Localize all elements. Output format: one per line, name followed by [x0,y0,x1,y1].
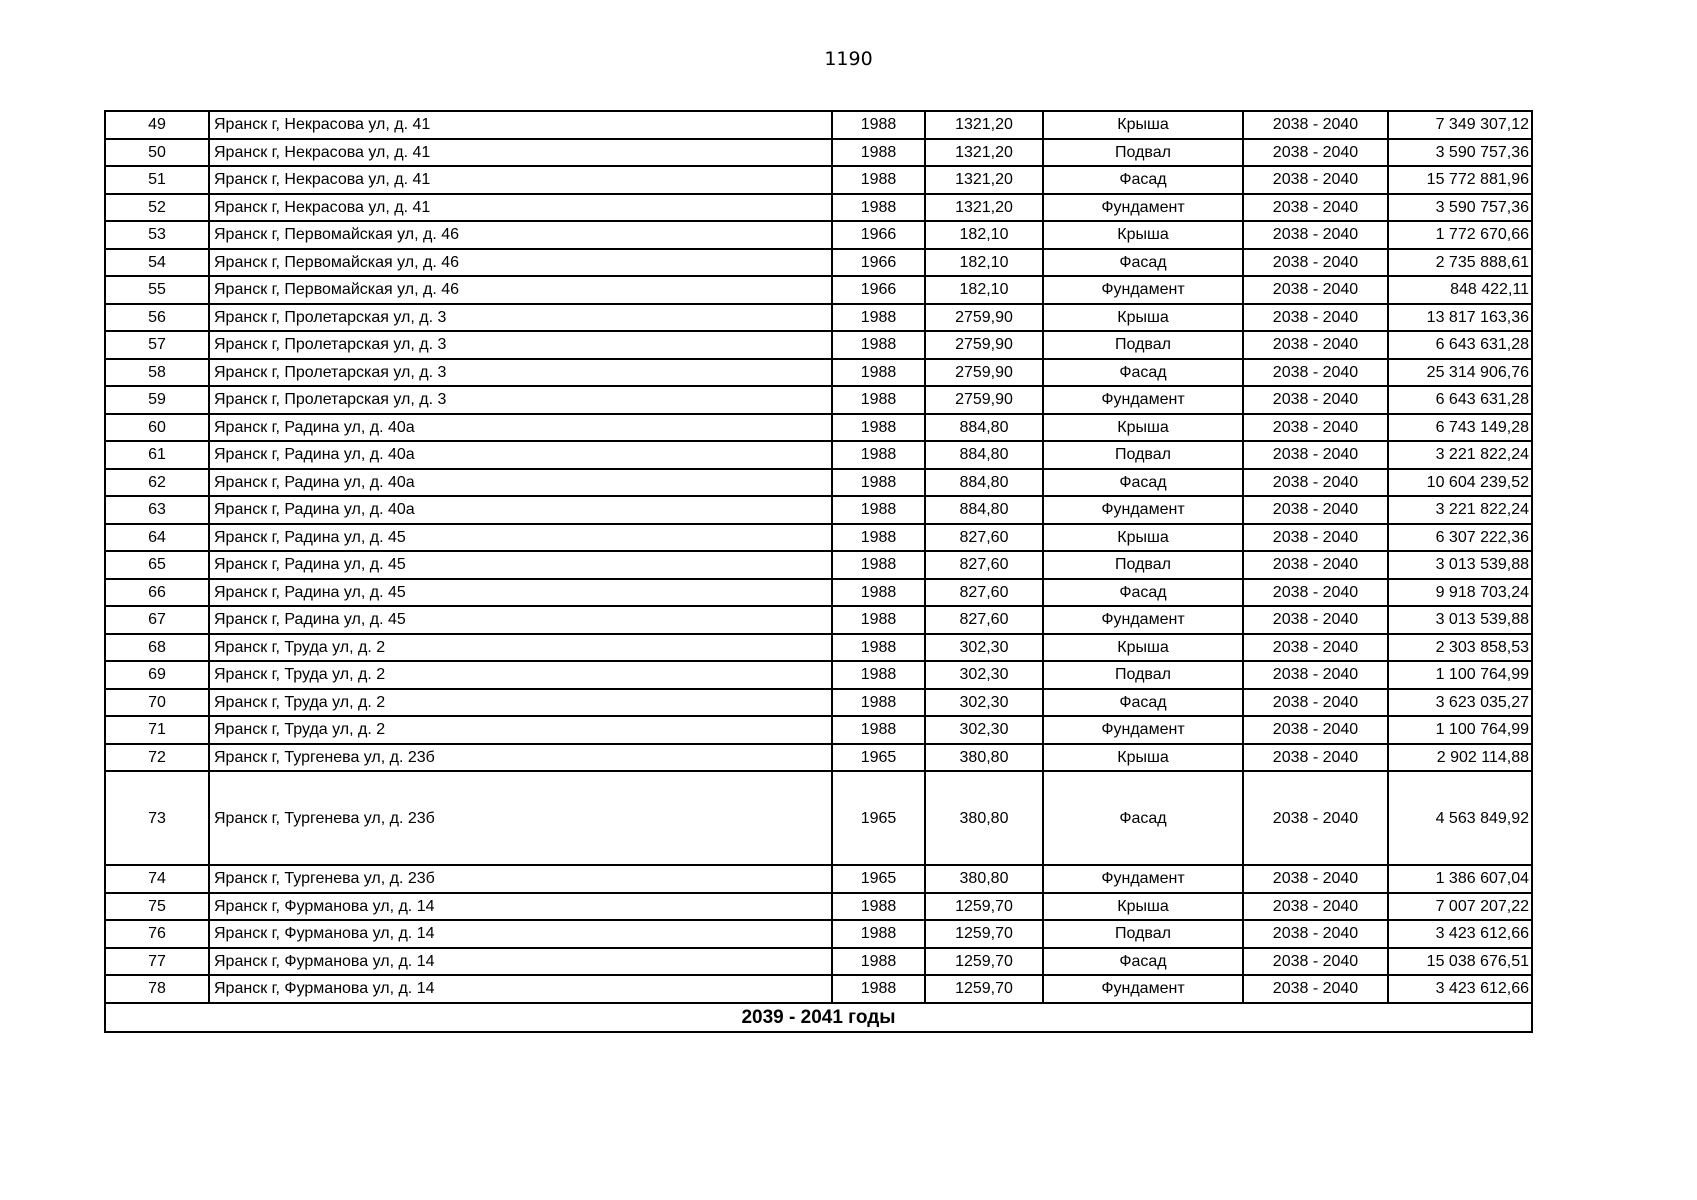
table-row [105,441,1532,469]
period-cell: 2038 - 2040 [1243,865,1388,893]
address-cell: Яранск г, Некрасова ул, д. 41 [209,111,832,139]
address-cell: Яранск г, Радина ул, д. 45 [209,606,832,634]
row-number-cell: 59 [105,386,209,414]
work-type-cell: Фасад [1043,359,1243,387]
row-number-cell: 49 [105,111,209,139]
work-type-cell: Подвал [1043,331,1243,359]
build-year-cell: 1988 [832,920,925,948]
period-cell: 2038 - 2040 [1243,893,1388,921]
work-type-cell: Фасад [1043,948,1243,976]
area-cell: 884,80 [925,414,1043,442]
work-type-cell: Крыша [1043,221,1243,249]
row-number-cell: 56 [105,304,209,332]
period-cell: 2038 - 2040 [1243,661,1388,689]
cost-cell: 15 772 881,96 [1388,166,1532,194]
row-number-cell: 74 [105,865,209,893]
area-cell: 884,80 [925,469,1043,497]
table-row [105,579,1532,607]
table-row [105,166,1532,194]
period-cell: 2038 - 2040 [1243,441,1388,469]
table-row [105,771,1532,865]
row-number-cell: 72 [105,744,209,772]
build-year-cell: 1988 [832,661,925,689]
work-type-cell: Крыша [1043,304,1243,332]
work-type-cell: Крыша [1043,893,1243,921]
period-cell: 2038 - 2040 [1243,551,1388,579]
row-number-cell: 66 [105,579,209,607]
area-cell: 1259,70 [925,920,1043,948]
area-cell: 380,80 [925,744,1043,772]
period-cell: 2038 - 2040 [1243,359,1388,387]
table-row [105,744,1532,772]
build-year-cell: 1988 [832,304,925,332]
work-type-cell: Фундамент [1043,865,1243,893]
area-cell: 302,30 [925,661,1043,689]
cost-cell: 1 386 607,04 [1388,865,1532,893]
period-cell: 2038 - 2040 [1243,111,1388,139]
build-year-cell: 1988 [832,331,925,359]
address-cell: Яранск г, Труда ул, д. 2 [209,716,832,744]
area-cell: 302,30 [925,634,1043,662]
cost-cell: 2 902 114,88 [1388,744,1532,772]
build-year-cell: 1988 [832,634,925,662]
row-number-cell: 64 [105,524,209,552]
table-row [105,716,1532,744]
table-row [105,893,1532,921]
build-year-cell: 1988 [832,893,925,921]
area-cell: 1259,70 [925,948,1043,976]
build-year-cell: 1988 [832,111,925,139]
build-year-cell: 1988 [832,606,925,634]
cost-cell: 7 349 307,12 [1388,111,1532,139]
area-cell: 1259,70 [925,893,1043,921]
row-number-cell: 58 [105,359,209,387]
cost-cell: 3 623 035,27 [1388,689,1532,717]
cost-cell: 2 735 888,61 [1388,249,1532,277]
cost-cell: 13 817 163,36 [1388,304,1532,332]
row-number-cell: 55 [105,276,209,304]
build-year-cell: 1988 [832,386,925,414]
row-number-cell: 78 [105,975,209,1003]
address-cell: Яранск г, Фурманова ул, д. 14 [209,975,832,1003]
cost-cell: 848 422,11 [1388,276,1532,304]
build-year-cell: 1988 [832,166,925,194]
row-number-cell: 68 [105,634,209,662]
address-cell: Яранск г, Пролетарская ул, д. 3 [209,359,832,387]
area-cell: 827,60 [925,551,1043,579]
address-cell: Яранск г, Радина ул, д. 45 [209,524,832,552]
period-cell: 2038 - 2040 [1243,948,1388,976]
row-number-cell: 51 [105,166,209,194]
row-number-cell: 63 [105,496,209,524]
cost-cell: 3 221 822,24 [1388,496,1532,524]
area-cell: 1321,20 [925,166,1043,194]
address-cell: Яранск г, Радина ул, д. 40а [209,496,832,524]
work-type-cell: Фундамент [1043,496,1243,524]
area-cell: 380,80 [925,771,1043,865]
period-cell: 2038 - 2040 [1243,414,1388,442]
build-year-cell: 1988 [832,496,925,524]
cost-cell: 3 423 612,66 [1388,975,1532,1003]
build-year-cell: 1988 [832,524,925,552]
row-number-cell: 65 [105,551,209,579]
period-cell: 2038 - 2040 [1243,744,1388,772]
row-number-cell: 75 [105,893,209,921]
build-year-cell: 1988 [832,359,925,387]
table-row [105,139,1532,167]
period-cell: 2038 - 2040 [1243,606,1388,634]
work-type-cell: Крыша [1043,414,1243,442]
table-row [105,469,1532,497]
period-cell: 2038 - 2040 [1243,579,1388,607]
work-type-cell: Фундамент [1043,194,1243,222]
build-year-cell: 1988 [832,194,925,222]
table-row [105,948,1532,976]
cost-cell: 1 772 670,66 [1388,221,1532,249]
table-row [105,386,1532,414]
build-year-cell: 1988 [832,975,925,1003]
period-cell: 2038 - 2040 [1243,249,1388,277]
build-year-cell: 1966 [832,276,925,304]
period-cell: 2038 - 2040 [1243,469,1388,497]
table-row [105,221,1532,249]
row-number-cell: 69 [105,661,209,689]
cost-cell: 3 590 757,36 [1388,194,1532,222]
period-cell: 2038 - 2040 [1243,975,1388,1003]
work-type-cell: Фасад [1043,689,1243,717]
address-cell: Яранск г, Некрасова ул, д. 41 [209,166,832,194]
row-number-cell: 73 [105,771,209,865]
area-cell: 2759,90 [925,304,1043,332]
area-cell: 2759,90 [925,359,1043,387]
address-cell: Яранск г, Радина ул, д. 40а [209,414,832,442]
area-cell: 302,30 [925,689,1043,717]
work-type-cell: Подвал [1043,441,1243,469]
work-type-cell: Крыша [1043,524,1243,552]
period-cell: 2038 - 2040 [1243,496,1388,524]
section-row [105,1003,1532,1032]
cost-cell: 10 604 239,52 [1388,469,1532,497]
cost-cell: 6 307 222,36 [1388,524,1532,552]
cost-cell: 3 423 612,66 [1388,920,1532,948]
build-year-cell: 1966 [832,249,925,277]
period-cell: 2038 - 2040 [1243,304,1388,332]
table-row [105,496,1532,524]
period-cell: 2038 - 2040 [1243,716,1388,744]
table-row [105,661,1532,689]
area-cell: 827,60 [925,524,1043,552]
area-cell: 884,80 [925,496,1043,524]
work-type-cell: Фундамент [1043,606,1243,634]
row-number-cell: 57 [105,331,209,359]
period-cell: 2038 - 2040 [1243,194,1388,222]
work-type-cell: Фасад [1043,469,1243,497]
period-cell: 2038 - 2040 [1243,139,1388,167]
build-year-cell: 1988 [832,689,925,717]
cost-cell: 3 590 757,36 [1388,139,1532,167]
build-year-cell: 1988 [832,469,925,497]
table-row [105,249,1532,277]
area-cell: 182,10 [925,249,1043,277]
table-row [105,865,1532,893]
work-type-cell: Фундамент [1043,276,1243,304]
repair-schedule-table [104,110,1533,1033]
row-number-cell: 52 [105,194,209,222]
period-cell: 2038 - 2040 [1243,634,1388,662]
row-number-cell: 77 [105,948,209,976]
work-type-cell: Фасад [1043,166,1243,194]
work-type-cell: Подвал [1043,661,1243,689]
period-cell: 2038 - 2040 [1243,524,1388,552]
work-type-cell: Подвал [1043,139,1243,167]
build-year-cell: 1965 [832,771,925,865]
work-type-cell: Крыша [1043,111,1243,139]
address-cell: Яранск г, Пролетарская ул, д. 3 [209,331,832,359]
address-cell: Яранск г, Фурманова ул, д. 14 [209,948,832,976]
cost-cell: 1 100 764,99 [1388,716,1532,744]
address-cell: Яранск г, Труда ул, д. 2 [209,661,832,689]
work-type-cell: Фасад [1043,249,1243,277]
table-row [105,606,1532,634]
period-cell: 2038 - 2040 [1243,331,1388,359]
address-cell: Яранск г, Фурманова ул, д. 14 [209,893,832,921]
table-row [105,920,1532,948]
build-year-cell: 1965 [832,744,925,772]
cost-cell: 6 643 631,28 [1388,331,1532,359]
area-cell: 827,60 [925,606,1043,634]
table-row [105,414,1532,442]
area-cell: 827,60 [925,579,1043,607]
work-type-cell: Крыша [1043,744,1243,772]
cost-cell: 6 743 149,28 [1388,414,1532,442]
row-number-cell: 54 [105,249,209,277]
area-cell: 380,80 [925,865,1043,893]
cost-cell: 15 038 676,51 [1388,948,1532,976]
period-cell: 2038 - 2040 [1243,166,1388,194]
period-cell: 2038 - 2040 [1243,920,1388,948]
row-number-cell: 70 [105,689,209,717]
area-cell: 1321,20 [925,111,1043,139]
cost-cell: 7 007 207,22 [1388,893,1532,921]
work-type-cell: Фундамент [1043,386,1243,414]
table-row [105,331,1532,359]
build-year-cell: 1988 [832,716,925,744]
table-row [105,524,1532,552]
build-year-cell: 1988 [832,414,925,442]
cost-cell: 3 013 539,88 [1388,606,1532,634]
cost-cell: 25 314 906,76 [1388,359,1532,387]
table-row [105,194,1532,222]
table-row [105,689,1532,717]
row-number-cell: 53 [105,221,209,249]
work-type-cell: Фасад [1043,579,1243,607]
address-cell: Яранск г, Некрасова ул, д. 41 [209,139,832,167]
cost-cell: 3 221 822,24 [1388,441,1532,469]
row-number-cell: 60 [105,414,209,442]
build-year-cell: 1988 [832,139,925,167]
cost-cell: 4 563 849,92 [1388,771,1532,865]
build-year-cell: 1988 [832,551,925,579]
address-cell: Яранск г, Первомайская ул, д. 46 [209,249,832,277]
table-row [105,304,1532,332]
cost-cell: 1 100 764,99 [1388,661,1532,689]
address-cell: Яранск г, Радина ул, д. 40а [209,441,832,469]
period-cell: 2038 - 2040 [1243,386,1388,414]
period-cell: 2038 - 2040 [1243,771,1388,865]
page-number: 1190 [824,48,873,70]
address-cell: Яранск г, Пролетарская ул, д. 3 [209,386,832,414]
row-number-cell: 67 [105,606,209,634]
address-cell: Яранск г, Пролетарская ул, д. 3 [209,304,832,332]
address-cell: Яранск г, Первомайская ул, д. 46 [209,221,832,249]
period-cell: 2038 - 2040 [1243,689,1388,717]
row-number-cell: 50 [105,139,209,167]
address-cell: Яранск г, Тургенева ул, д. 23б [209,771,832,865]
area-cell: 1321,20 [925,139,1043,167]
build-year-cell: 1988 [832,441,925,469]
address-cell: Яранск г, Тургенева ул, д. 23б [209,865,832,893]
row-number-cell: 62 [105,469,209,497]
work-type-cell: Фундамент [1043,975,1243,1003]
build-year-cell: 1965 [832,865,925,893]
work-type-cell: Фасад [1043,771,1243,865]
build-year-cell: 1988 [832,948,925,976]
address-cell: Яранск г, Радина ул, д. 40а [209,469,832,497]
row-number-cell: 71 [105,716,209,744]
address-cell: Яранск г, Первомайская ул, д. 46 [209,276,832,304]
work-type-cell: Подвал [1043,920,1243,948]
address-cell: Яранск г, Тургенева ул, д. 23б [209,744,832,772]
build-year-cell: 1966 [832,221,925,249]
cost-cell: 6 643 631,28 [1388,386,1532,414]
address-cell: Яранск г, Труда ул, д. 2 [209,634,832,662]
area-cell: 302,30 [925,716,1043,744]
work-type-cell: Крыша [1043,634,1243,662]
address-cell: Яранск г, Некрасова ул, д. 41 [209,194,832,222]
address-cell: Яранск г, Радина ул, д. 45 [209,551,832,579]
row-number-cell: 76 [105,920,209,948]
area-cell: 182,10 [925,221,1043,249]
table-row [105,276,1532,304]
work-type-cell: Фундамент [1043,716,1243,744]
cost-cell: 3 013 539,88 [1388,551,1532,579]
work-type-cell: Подвал [1043,551,1243,579]
address-cell: Яранск г, Фурманова ул, д. 14 [209,920,832,948]
area-cell: 182,10 [925,276,1043,304]
area-cell: 2759,90 [925,386,1043,414]
address-cell: Яранск г, Радина ул, д. 45 [209,579,832,607]
period-cell: 2038 - 2040 [1243,221,1388,249]
address-cell: Яранск г, Труда ул, д. 2 [209,689,832,717]
area-cell: 1321,20 [925,194,1043,222]
area-cell: 2759,90 [925,331,1043,359]
table-row [105,975,1532,1003]
cost-cell: 9 918 703,24 [1388,579,1532,607]
cost-cell: 2 303 858,53 [1388,634,1532,662]
table-body [105,111,1532,1003]
area-cell: 1259,70 [925,975,1043,1003]
table-row [105,634,1532,662]
period-cell: 2038 - 2040 [1243,276,1388,304]
row-number-cell: 61 [105,441,209,469]
table-row [105,111,1532,139]
table-row [105,359,1532,387]
build-year-cell: 1988 [832,579,925,607]
section-title: 2039 - 2041 годы [105,1003,1532,1032]
table-row [105,551,1532,579]
area-cell: 884,80 [925,441,1043,469]
